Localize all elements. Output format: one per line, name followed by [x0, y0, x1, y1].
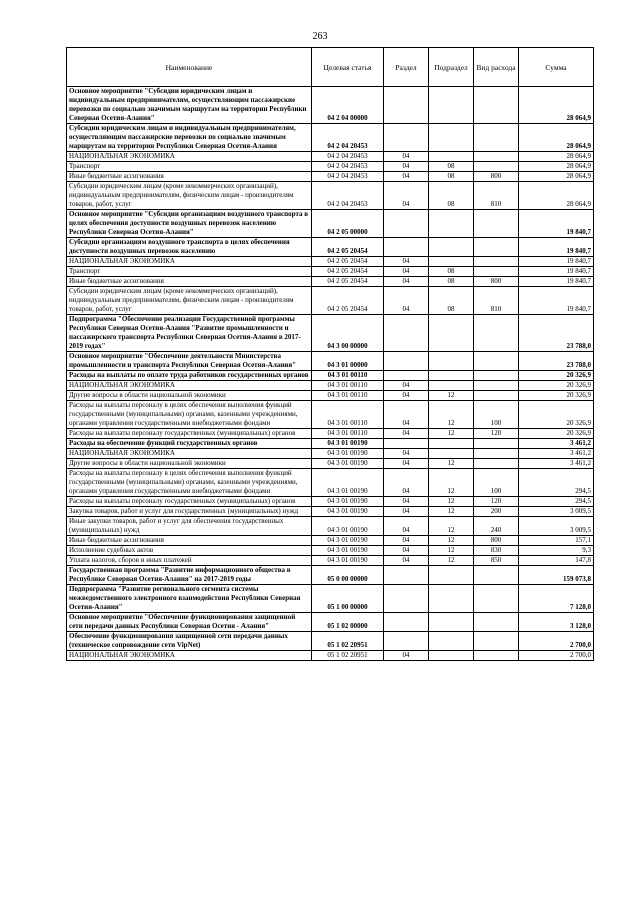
cell-name: Подпрограмма "Обеспечение реализации Государственной программы Республики Северная Осетия-Алания "Развитие промышленности и пассажирского транспорта Республики Северная Осетия-Алания в 2017-2019 годах": [67, 315, 312, 352]
table-row: [67, 287, 594, 315]
cell-amount: 3 128,0: [519, 613, 594, 632]
cell-name: Расходы на выплаты персоналу в целях обеспечения выполнения функций государственными (муниципальными) органами, казенными учреждениями, органами управления государственными внебюджетными фондами: [67, 469, 312, 497]
cell-subsection: [429, 449, 474, 459]
cell-subsection: [429, 439, 474, 449]
table-row: [67, 315, 594, 352]
cell-amount: 19 840,7: [519, 210, 594, 238]
table-row: [67, 124, 594, 152]
cell-expense-type: 800: [474, 277, 519, 287]
table-row: [67, 497, 594, 507]
cell-name: Обеспечение функционирования защищенной сети передачи данных (техническое сопровождение сети VipNet): [67, 632, 312, 651]
cell-name: Субсидии юридическим лицам и индивидуальным предпринимателям, осуществляющим пассажирские перевозки по социально значимым маршрутам на территории Республики Северная Осетия-Алания: [67, 124, 312, 152]
cell-expense-type: [474, 152, 519, 162]
cell-subsection: [429, 651, 474, 661]
table-row: [67, 210, 594, 238]
cell-code: 04 2 05 20454: [312, 267, 384, 277]
cell-code: 04 2 05 20454: [312, 238, 384, 257]
cell-name: Основное мероприятие "Обеспечение деятельности Министерства промышленности и транспорта Республики Северная Осетия-Алания": [67, 352, 312, 371]
cell-code: 04 2 04 20453: [312, 182, 384, 210]
cell-code: 04 2 04 20453: [312, 124, 384, 152]
cell-amount: 20 326,9: [519, 381, 594, 391]
cell-amount: 20 326,9: [519, 371, 594, 381]
cell-amount: 147,8: [519, 556, 594, 566]
cell-code: 04 3 01 00190: [312, 517, 384, 536]
cell-code: 04 2 04 20453: [312, 162, 384, 172]
cell-expense-type: 800: [474, 172, 519, 182]
table-row: [67, 391, 594, 401]
cell-amount: 9,3: [519, 546, 594, 556]
cell-subsection: 12: [429, 507, 474, 517]
table-row: [67, 556, 594, 566]
table-row: [67, 172, 594, 182]
cell-expense-type: [474, 449, 519, 459]
cell-name: Расходы на выплаты персоналу государственных (муниципальных) органов: [67, 429, 312, 439]
header-subsection: Подраздел: [429, 48, 474, 87]
cell-section: 04: [384, 172, 429, 182]
cell-expense-type: 120: [474, 497, 519, 507]
table-row: [67, 257, 594, 267]
cell-expense-type: 810: [474, 287, 519, 315]
cell-expense-type: [474, 162, 519, 172]
header-name: Наименование: [67, 48, 312, 87]
cell-amount: 2 700,0: [519, 651, 594, 661]
cell-name: Иные бюджетные ассигнования: [67, 277, 312, 287]
cell-section: 04: [384, 381, 429, 391]
cell-code: 04 3 01 00190: [312, 439, 384, 449]
cell-subsection: [429, 566, 474, 585]
cell-amount: 28 064,9: [519, 162, 594, 172]
cell-expense-type: [474, 210, 519, 238]
cell-code: 04 2 04 00000: [312, 87, 384, 124]
cell-expense-type: [474, 352, 519, 371]
cell-section: 04: [384, 429, 429, 439]
table-body: [67, 87, 594, 661]
cell-expense-type: [474, 459, 519, 469]
table-row: [67, 182, 594, 210]
table-row: [67, 459, 594, 469]
cell-code: 04 2 05 20454: [312, 287, 384, 315]
cell-section: 04: [384, 459, 429, 469]
table-row: [67, 152, 594, 162]
cell-amount: 19 840,7: [519, 238, 594, 257]
cell-section: 04: [384, 162, 429, 172]
cell-section: [384, 371, 429, 381]
cell-expense-type: 120: [474, 429, 519, 439]
cell-code: 04 3 01 00190: [312, 469, 384, 497]
table-row: [67, 439, 594, 449]
cell-name: Транспорт: [67, 267, 312, 277]
cell-expense-type: 830: [474, 546, 519, 556]
cell-code: 04 3 01 00110: [312, 401, 384, 429]
cell-subsection: 12: [429, 546, 474, 556]
cell-code: 05 1 02 00000: [312, 613, 384, 632]
cell-amount: 294,5: [519, 497, 594, 507]
cell-amount: 3 461,2: [519, 449, 594, 459]
cell-expense-type: [474, 381, 519, 391]
table-row: [67, 469, 594, 497]
cell-subsection: 12: [429, 517, 474, 536]
cell-subsection: 08: [429, 162, 474, 172]
cell-subsection: [429, 152, 474, 162]
cell-section: [384, 352, 429, 371]
cell-section: [384, 210, 429, 238]
table-row: [67, 267, 594, 277]
cell-expense-type: [474, 315, 519, 352]
cell-code: 04 3 01 00190: [312, 449, 384, 459]
cell-name: Основное мероприятие "Обеспечение функционирования защищенной сети передачи данных Республики Северная Осетия - Алания": [67, 613, 312, 632]
cell-expense-type: [474, 613, 519, 632]
cell-amount: 28 064,9: [519, 182, 594, 210]
cell-section: [384, 315, 429, 352]
cell-section: [384, 566, 429, 585]
cell-expense-type: 100: [474, 469, 519, 497]
cell-expense-type: [474, 238, 519, 257]
header-expense-type: Вид расхода: [474, 48, 519, 87]
table-row: [67, 651, 594, 661]
cell-amount: 19 840,7: [519, 277, 594, 287]
header-code: Целевая статья: [312, 48, 384, 87]
cell-amount: 28 064,9: [519, 152, 594, 162]
cell-section: 04: [384, 401, 429, 429]
cell-name: Субсидии юридическим лицам (кроме некоммерческих организаций), индивидуальным предпринимателям, физическим лицам - производителям товаров, работ, услуг: [67, 182, 312, 210]
cell-name: Расходы на выплаты персоналу государственных (муниципальных) органов: [67, 497, 312, 507]
cell-code: 05 1 00 00000: [312, 585, 384, 613]
cell-code: 05 1 02 20951: [312, 651, 384, 661]
cell-amount: 23 788,0: [519, 315, 594, 352]
cell-amount: 28 064,9: [519, 172, 594, 182]
cell-expense-type: 800: [474, 536, 519, 546]
cell-code: 04 3 01 00110: [312, 391, 384, 401]
cell-subsection: [429, 87, 474, 124]
cell-section: 04: [384, 546, 429, 556]
cell-code: 04 3 01 00190: [312, 546, 384, 556]
cell-section: 04: [384, 182, 429, 210]
table-row: [67, 613, 594, 632]
cell-expense-type: 240: [474, 517, 519, 536]
cell-section: [384, 87, 429, 124]
table-row: [67, 401, 594, 429]
cell-name: НАЦИОНАЛЬНАЯ ЭКОНОМИКА: [67, 257, 312, 267]
cell-amount: 3 009,5: [519, 517, 594, 536]
cell-amount: 157,1: [519, 536, 594, 546]
cell-name: Исполнение судебных актов: [67, 546, 312, 556]
cell-subsection: [429, 585, 474, 613]
cell-code: 04 2 04 20453: [312, 172, 384, 182]
cell-expense-type: [474, 632, 519, 651]
table-row: [67, 277, 594, 287]
header-section: Раздел: [384, 48, 429, 87]
cell-section: 04: [384, 536, 429, 546]
cell-expense-type: 200: [474, 507, 519, 517]
cell-expense-type: [474, 439, 519, 449]
cell-name: Транспорт: [67, 162, 312, 172]
cell-name: НАЦИОНАЛЬНАЯ ЭКОНОМИКА: [67, 651, 312, 661]
cell-amount: 20 326,9: [519, 429, 594, 439]
cell-section: 04: [384, 497, 429, 507]
cell-section: [384, 613, 429, 632]
table-row: [67, 632, 594, 651]
cell-section: [384, 585, 429, 613]
cell-expense-type: [474, 566, 519, 585]
cell-code: 05 1 02 20951: [312, 632, 384, 651]
cell-section: 04: [384, 152, 429, 162]
cell-name: Основное мероприятие "Субсидии юридическим лицам и индивидуальным предпринимателям, осуществляющим пассажирские перевозки по социально значимым маршрутам на территории Республики Северная Осетия-Алания": [67, 87, 312, 124]
cell-name: Другие вопросы в области национальной экономики: [67, 391, 312, 401]
cell-code: 04 3 01 00190: [312, 497, 384, 507]
table-row: [67, 536, 594, 546]
table-row: [67, 87, 594, 124]
cell-subsection: 12: [429, 391, 474, 401]
cell-expense-type: [474, 651, 519, 661]
cell-amount: 23 788,0: [519, 352, 594, 371]
budget-table: [66, 47, 594, 661]
cell-amount: 3 461,2: [519, 459, 594, 469]
table-row: [67, 517, 594, 536]
cell-subsection: [429, 257, 474, 267]
cell-code: 04 3 01 00190: [312, 507, 384, 517]
cell-amount: 7 128,0: [519, 585, 594, 613]
cell-code: 04 3 01 00110: [312, 429, 384, 439]
cell-section: 04: [384, 267, 429, 277]
cell-expense-type: [474, 124, 519, 152]
cell-section: 04: [384, 517, 429, 536]
cell-amount: 19 840,7: [519, 287, 594, 315]
cell-amount: 19 840,7: [519, 257, 594, 267]
cell-section: [384, 124, 429, 152]
cell-section: 04: [384, 287, 429, 315]
cell-amount: 20 326,9: [519, 401, 594, 429]
cell-expense-type: [474, 257, 519, 267]
cell-expense-type: [474, 391, 519, 401]
cell-subsection: 12: [429, 401, 474, 429]
cell-code: 04 2 05 20454: [312, 277, 384, 287]
cell-amount: 28 064,9: [519, 124, 594, 152]
cell-subsection: 08: [429, 182, 474, 210]
cell-subsection: [429, 124, 474, 152]
table-row: [67, 381, 594, 391]
table-row: [67, 238, 594, 257]
cell-subsection: 08: [429, 267, 474, 277]
cell-amount: 28 064,9: [519, 87, 594, 124]
cell-name: Другие вопросы в области национальной экономики: [67, 459, 312, 469]
cell-subsection: [429, 371, 474, 381]
cell-name: НАЦИОНАЛЬНАЯ ЭКОНОМИКА: [67, 449, 312, 459]
cell-amount: 20 326,9: [519, 391, 594, 401]
cell-subsection: 12: [429, 429, 474, 439]
cell-section: 04: [384, 651, 429, 661]
cell-amount: 3 461,2: [519, 439, 594, 449]
cell-section: 04: [384, 257, 429, 267]
cell-expense-type: [474, 371, 519, 381]
cell-name: Субсидии организациям воздушного транспорта в целях обеспечения доступности воздушных перевозок населению: [67, 238, 312, 257]
cell-expense-type: 850: [474, 556, 519, 566]
table-row: [67, 352, 594, 371]
table-row: [67, 371, 594, 381]
cell-expense-type: [474, 585, 519, 613]
cell-code: 05 0 00 00000: [312, 566, 384, 585]
cell-section: 04: [384, 507, 429, 517]
cell-section: 04: [384, 469, 429, 497]
table-header-row: [67, 48, 594, 87]
table-row: [67, 162, 594, 172]
cell-code: 04 3 01 00190: [312, 536, 384, 546]
cell-name: Расходы на выплаты по оплате труда работников государственных органов: [67, 371, 312, 381]
cell-code: 04 3 00 00000: [312, 315, 384, 352]
cell-amount: 2 700,0: [519, 632, 594, 651]
cell-subsection: 08: [429, 287, 474, 315]
table-row: [67, 566, 594, 585]
table-row: [67, 585, 594, 613]
cell-subsection: 12: [429, 497, 474, 507]
cell-name: НАЦИОНАЛЬНАЯ ЭКОНОМИКА: [67, 152, 312, 162]
cell-name: Иные закупки товаров, работ и услуг для обеспечения государственных (муниципальных) нужд: [67, 517, 312, 536]
page-number: 263: [312, 31, 328, 42]
cell-subsection: [429, 352, 474, 371]
cell-subsection: 08: [429, 277, 474, 287]
table-row: [67, 449, 594, 459]
cell-code: 04 2 04 20453: [312, 152, 384, 162]
cell-subsection: 12: [429, 556, 474, 566]
cell-subsection: 12: [429, 469, 474, 497]
table-row: [67, 507, 594, 517]
cell-name: Уплата налогов, сборов и иных платежей: [67, 556, 312, 566]
cell-subsection: [429, 315, 474, 352]
cell-name: Закупка товаров, работ и услуг для государственных (муниципальных) нужд: [67, 507, 312, 517]
cell-amount: 159 073,8: [519, 566, 594, 585]
cell-name: Подпрограмма "Развитие регионального сегмента системы межведомственного электронного взаимодействия Республики Северная Осетия-Алания": [67, 585, 312, 613]
cell-expense-type: 810: [474, 182, 519, 210]
cell-subsection: 12: [429, 536, 474, 546]
cell-section: [384, 439, 429, 449]
cell-code: 04 2 05 00000: [312, 210, 384, 238]
cell-code: 04 3 01 00000: [312, 352, 384, 371]
table-row: [67, 429, 594, 439]
cell-code: 04 3 01 00190: [312, 459, 384, 469]
cell-code: 04 3 01 00190: [312, 556, 384, 566]
cell-section: 04: [384, 391, 429, 401]
cell-section: [384, 632, 429, 651]
cell-name: Государственная программа "Развитие информационного общества в Республике Северная Осетия-Алания" на 2017-2019 годы: [67, 566, 312, 585]
cell-subsection: 12: [429, 459, 474, 469]
cell-name: Основное мероприятие "Субсидии организациям воздушного транспорта в целях обеспечения доступности воздушных перевозок населению Республики Северная Осетия-Алания": [67, 210, 312, 238]
cell-amount: 19 840,7: [519, 267, 594, 277]
cell-section: 04: [384, 277, 429, 287]
cell-expense-type: 100: [474, 401, 519, 429]
cell-subsection: [429, 238, 474, 257]
table-row: [67, 546, 594, 556]
cell-subsection: [429, 210, 474, 238]
cell-name: Субсидии юридическим лицам (кроме некоммерческих организаций), индивидуальным предпринимателям, физическим лицам - производителям товаров, работ, услуг: [67, 287, 312, 315]
cell-name: Иные бюджетные ассигнования: [67, 172, 312, 182]
cell-code: 04 3 01 00110: [312, 371, 384, 381]
cell-name: Иные бюджетные ассигнования: [67, 536, 312, 546]
header-amount: Сумма: [519, 48, 594, 87]
cell-amount: 3 009,5: [519, 507, 594, 517]
cell-subsection: 08: [429, 172, 474, 182]
cell-name: Расходы на обеспечение функций государственных органов: [67, 439, 312, 449]
cell-section: [384, 238, 429, 257]
cell-code: 04 2 05 20454: [312, 257, 384, 267]
cell-subsection: [429, 632, 474, 651]
cell-expense-type: [474, 267, 519, 277]
cell-name: НАЦИОНАЛЬНАЯ ЭКОНОМИКА: [67, 381, 312, 391]
cell-subsection: [429, 381, 474, 391]
cell-subsection: [429, 613, 474, 632]
cell-amount: 294,5: [519, 469, 594, 497]
cell-section: 04: [384, 449, 429, 459]
cell-expense-type: [474, 87, 519, 124]
cell-code: 04 3 01 00110: [312, 381, 384, 391]
cell-section: 04: [384, 556, 429, 566]
cell-name: Расходы на выплаты персоналу в целях обеспечения выполнения функций государственными (муниципальными) органами, казенными учреждениями, органами управления государственными внебюджетными фондами: [67, 401, 312, 429]
